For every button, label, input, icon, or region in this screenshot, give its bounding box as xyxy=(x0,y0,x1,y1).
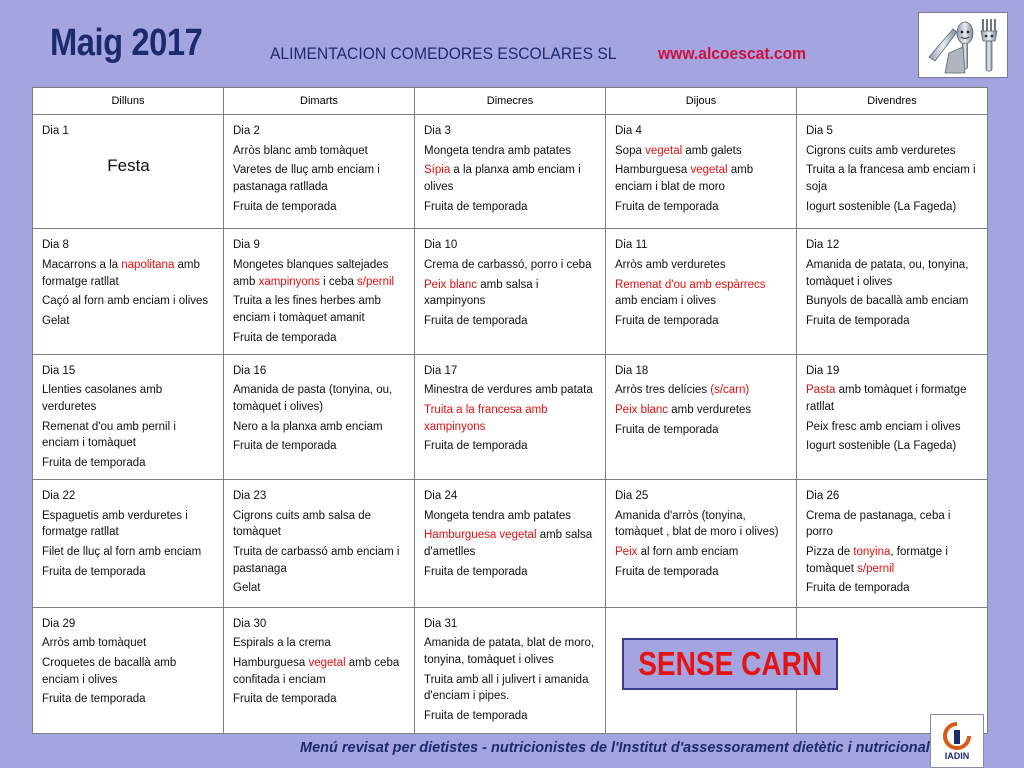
day-cell xyxy=(797,480,988,607)
dish-text: Fruita de temporada xyxy=(424,200,528,213)
dish-item xyxy=(806,143,979,160)
footer-note: Menú revisat per dietistes - nutricionistes de l'Institut d'assessorament dietètic i nutricional xyxy=(300,740,930,756)
dish-text: Fruita de temporada xyxy=(806,314,910,327)
day-number: Dia 10 xyxy=(424,239,458,252)
dish-item xyxy=(233,635,406,652)
day-number: Dia 15 xyxy=(42,364,76,377)
dish-text: Amanida d'arròs (tonyina, tomàquet , blat de moro i olives) xyxy=(615,509,779,539)
dish-text: Crema de carbassó, porro i ceba xyxy=(424,258,592,271)
dish-text: Fruita de temporada xyxy=(233,440,337,453)
dish-item xyxy=(424,508,597,525)
dish-text: Croquetes de bacallà amb enciam i olives xyxy=(42,656,177,686)
dish-text: Amanida de patata, blat de moro, tonyina, tomàquet i olives xyxy=(424,637,595,666)
dish-text: Filet de lluç al forn amb enciam xyxy=(42,546,202,559)
highlighted-ingredient: Peix blanc xyxy=(615,404,669,417)
dish-item xyxy=(424,143,597,160)
dish-text: , formatge i tomàquet xyxy=(806,546,948,575)
dish-item xyxy=(424,672,597,705)
dish-text: Sopa xyxy=(615,144,646,157)
dish-item xyxy=(424,402,597,435)
week-row xyxy=(33,480,988,607)
dish-text: Espirals a la crema xyxy=(233,637,331,650)
highlighted-ingredient: Sípia xyxy=(424,164,451,177)
dish-text: Mongeta tendra amb patates xyxy=(424,509,572,522)
dish-item xyxy=(615,564,788,581)
holiday-label: Festa xyxy=(107,155,150,175)
dish-item xyxy=(42,293,215,310)
day-cell xyxy=(415,354,606,479)
dish-item xyxy=(806,382,979,415)
dish-item xyxy=(233,143,406,160)
dish-item xyxy=(42,544,215,561)
dish-text: Truita amb all i julivert i amanida d'enciam i pipes. xyxy=(424,673,589,703)
dish-item xyxy=(233,438,406,455)
cutlery-characters-icon xyxy=(918,12,1008,78)
day-cell xyxy=(224,607,415,733)
day-cell xyxy=(33,229,224,354)
highlighted-ingredient: vegetal xyxy=(690,164,728,177)
day-cell xyxy=(606,354,797,479)
dish-text: Gelat xyxy=(42,314,70,327)
day-number: Dia 2 xyxy=(233,125,260,137)
highlighted-ingredient: Remenat d'ou amb espàrrecs xyxy=(615,278,766,291)
dish-text: Arròs tres delícies xyxy=(615,384,711,397)
day-cell xyxy=(606,115,797,229)
dish-item xyxy=(615,422,788,439)
highlighted-ingredient: tonyina xyxy=(853,546,891,559)
dish-item xyxy=(42,455,215,472)
dish-item xyxy=(615,508,788,541)
dish-item xyxy=(42,655,215,688)
day-number: Dia 1 xyxy=(42,125,69,137)
day-number: Dia 23 xyxy=(233,490,267,503)
highlighted-ingredient: napolitana xyxy=(121,258,175,271)
dish-text: Truita a les fines herbes amb enciam i tomàquet amanit xyxy=(233,295,381,324)
day-cell xyxy=(606,229,797,354)
dish-item xyxy=(806,162,979,195)
weekday-header: Dilluns xyxy=(33,88,224,115)
day-cell xyxy=(415,480,606,607)
dish-text: Llenties casolanes amb verduretes xyxy=(42,384,163,414)
dish-text: amb enciam i olives xyxy=(615,295,716,308)
dish-item xyxy=(806,313,979,330)
dish-item xyxy=(424,162,597,195)
weekday-header: Dijous xyxy=(606,88,797,115)
dish-text: Fruita de temporada xyxy=(42,565,146,578)
dish-text: Peix fresc amb enciam i olives xyxy=(806,420,961,433)
day-cell xyxy=(797,354,988,479)
day-cell xyxy=(415,229,606,354)
dish-item xyxy=(806,293,979,310)
dish-item xyxy=(615,162,788,195)
dish-item xyxy=(424,527,597,560)
iadin-logo-text: IADIN xyxy=(944,750,970,761)
highlighted-ingredient: xampinyons xyxy=(258,275,320,288)
dish-item xyxy=(233,162,406,195)
day-number: Dia 24 xyxy=(424,490,458,503)
day-number: Dia 31 xyxy=(424,617,458,630)
dish-text: Iogurt sostenible (La Fageda) xyxy=(806,440,957,453)
dish-text: Arròs blanc amb tomàquet xyxy=(233,144,368,157)
week-row xyxy=(33,607,988,733)
highlighted-ingredient: (s/carn) xyxy=(710,384,750,397)
week-row xyxy=(33,229,988,354)
dish-item xyxy=(233,508,406,541)
dish-item xyxy=(424,438,597,455)
dish-item xyxy=(233,257,406,290)
dish-text: amb enciam i blat de moro xyxy=(615,164,754,194)
dish-text: Fruita de temporada xyxy=(615,200,719,213)
dish-item xyxy=(424,199,597,216)
dish-item xyxy=(233,382,406,415)
dish-text: Pizza de xyxy=(806,546,854,559)
dish-text: Amanida de pasta (tonyina, ou, tomàquet i olives) xyxy=(233,384,393,414)
dish-item xyxy=(233,293,406,326)
dish-text: Fruita de temporada xyxy=(424,565,528,578)
weekday-header: Divendres xyxy=(797,88,988,115)
menu-table xyxy=(32,87,988,734)
iadin-logo xyxy=(930,714,984,768)
day-cell xyxy=(33,607,224,733)
day-cell xyxy=(224,354,415,479)
dish-item xyxy=(806,257,979,290)
day-number: Dia 26 xyxy=(806,490,840,503)
highlighted-ingredient: Truita a la francesa amb xampinyons xyxy=(424,404,548,433)
dish-item xyxy=(424,708,597,725)
dish-text: amb ceba confitada i enciam xyxy=(233,656,400,686)
day-cell xyxy=(606,480,797,607)
dish-item xyxy=(424,382,597,399)
dish-item xyxy=(806,199,979,216)
highlighted-ingredient: Pasta xyxy=(806,384,836,397)
dish-item xyxy=(615,199,788,216)
dish-item xyxy=(615,402,788,419)
day-number: Dia 16 xyxy=(233,364,267,377)
day-cell xyxy=(224,115,415,229)
dish-text: Fruita de temporada xyxy=(233,331,337,344)
dish-text: amb galets xyxy=(682,144,742,157)
dish-item xyxy=(233,544,406,577)
highlighted-ingredient: Peix xyxy=(615,546,638,559)
day-number: Dia 5 xyxy=(806,125,833,137)
day-number: Dia 11 xyxy=(615,239,648,252)
sense-carn-label: SENSE CARN xyxy=(638,645,822,682)
day-cell xyxy=(33,480,224,607)
day-cell xyxy=(33,115,224,229)
day-number: Dia 19 xyxy=(806,364,840,377)
day-cell xyxy=(33,354,224,479)
week-row xyxy=(33,354,988,479)
highlighted-ingredient: s/pernil xyxy=(857,562,895,575)
highlighted-ingredient: s/pernil xyxy=(357,275,395,288)
weekday-header: Dimarts xyxy=(224,88,415,115)
day-number: Dia 30 xyxy=(233,617,267,630)
dish-item xyxy=(42,382,215,415)
company-name: ALIMENTACION COMEDORES ESCOLARES SL xyxy=(270,44,617,63)
dish-item xyxy=(233,199,406,216)
dish-item xyxy=(806,419,979,436)
day-cell xyxy=(797,229,988,354)
day-number: Dia 4 xyxy=(615,125,642,137)
dish-text: Iogurt sostenible (La Fageda) xyxy=(806,200,957,213)
dish-text: Caçó al forn amb enciam i olives xyxy=(42,295,209,308)
dish-item xyxy=(615,143,788,160)
dish-item xyxy=(233,419,406,436)
weekday-header: Dimecres xyxy=(415,88,606,115)
dish-item xyxy=(42,257,215,290)
day-cell xyxy=(224,480,415,607)
dish-text: Fruita de temporada xyxy=(615,565,719,578)
day-number: Dia 9 xyxy=(233,239,260,252)
day-number: Dia 29 xyxy=(42,617,76,630)
dish-text: i ceba xyxy=(319,275,358,288)
dish-text: Hamburguesa xyxy=(233,656,309,669)
dish-text: Fruita de temporada xyxy=(233,693,337,706)
dish-item xyxy=(233,691,406,708)
dish-text: Fruita de temporada xyxy=(424,709,528,722)
day-cell xyxy=(415,115,606,229)
dish-text: Amanida de patata, ou, tonyina, tomàquet i olives xyxy=(806,258,969,288)
dish-text: Fruita de temporada xyxy=(806,582,910,595)
dish-text: Fruita de temporada xyxy=(42,457,146,470)
highlighted-ingredient: vegetal xyxy=(645,144,683,157)
dish-text: Arròs amb tomàquet xyxy=(42,637,147,650)
dish-text: Bunyols de bacallà amb enciam xyxy=(806,295,969,308)
iadin-emblem-icon xyxy=(942,722,972,750)
highlighted-ingredient: vegetal xyxy=(308,656,346,669)
dish-text: Remenat d'ou amb pernil i enciam i tomàquet xyxy=(42,420,176,450)
dish-text: Minestra de verdures amb patata xyxy=(424,384,593,397)
dish-item xyxy=(233,330,406,347)
dish-item xyxy=(233,580,406,597)
dish-item xyxy=(424,257,597,274)
dish-item xyxy=(424,277,597,310)
dish-item xyxy=(615,277,788,310)
dish-text: Macarrons a la xyxy=(42,258,122,271)
page-title: Maig 2017 xyxy=(50,22,203,64)
weekday-header-row xyxy=(33,88,988,115)
dish-text: Mongetes blanques saltejades amb xyxy=(233,258,389,288)
day-cell xyxy=(224,229,415,354)
sense-carn-badge xyxy=(622,638,838,690)
highlighted-ingredient: Peix blanc xyxy=(424,278,478,291)
dish-text: Cigrons cuits amb verduretes xyxy=(806,144,956,157)
dish-item xyxy=(42,419,215,452)
dish-text: amb salsa d'ametlles xyxy=(424,529,593,559)
dish-text: Fruita de temporada xyxy=(424,314,528,327)
dish-text: amb salsa i xampinyons xyxy=(424,278,539,308)
dish-text: Mongeta tendra amb patates xyxy=(424,144,572,157)
dish-text: Arròs amb verduretes xyxy=(615,258,726,271)
day-number: Dia 12 xyxy=(806,239,840,252)
dish-item xyxy=(806,544,979,577)
day-number: Dia 8 xyxy=(42,239,69,252)
day-cell xyxy=(415,607,606,733)
dish-text: Cigrons cuits amb salsa de tomàquet xyxy=(233,509,372,539)
dish-text: Gelat xyxy=(233,582,261,595)
dish-text: Crema de pastanaga, ceba i porro xyxy=(806,509,951,539)
company-url-link[interactable]: www.alcoescat.com xyxy=(658,44,807,63)
dish-text: amb tomàquet i formatge ratllat xyxy=(806,384,967,414)
dish-item xyxy=(42,635,215,652)
highlighted-ingredient: Hamburguesa vegetal xyxy=(424,529,537,542)
dish-item xyxy=(233,655,406,688)
dish-item xyxy=(424,635,597,668)
dish-item xyxy=(42,564,215,581)
dish-text: Fruita de temporada xyxy=(233,200,337,213)
day-number: Dia 17 xyxy=(424,364,458,377)
dish-item xyxy=(615,544,788,561)
dish-text: al forn amb enciam xyxy=(637,546,739,559)
dish-item xyxy=(806,580,979,597)
dish-text: amb verduretes xyxy=(668,404,752,417)
dish-text: amb formatge ratllat xyxy=(42,258,200,288)
dish-text: Varetes de lluç amb enciam i pastanaga ratllada xyxy=(233,164,380,194)
dish-text: Fruita de temporada xyxy=(424,440,528,453)
dish-text: Espaguetis amb verduretes i formatge ratllat xyxy=(42,509,188,539)
dish-item xyxy=(615,257,788,274)
day-number: Dia 18 xyxy=(615,364,649,377)
dish-text: Fruita de temporada xyxy=(42,693,146,706)
dish-item xyxy=(42,691,215,708)
dish-item xyxy=(615,313,788,330)
dish-item xyxy=(424,313,597,330)
dish-text: Truita a la francesa amb enciam i soja xyxy=(806,164,976,194)
dish-item xyxy=(42,508,215,541)
dish-item xyxy=(615,382,788,399)
dish-text: a la planxa amb enciam i olives xyxy=(424,164,581,194)
day-number: Dia 25 xyxy=(615,490,649,503)
day-cell xyxy=(797,115,988,229)
dish-text: Nero a la planxa amb enciam xyxy=(233,420,383,433)
dish-text: Fruita de temporada xyxy=(615,423,719,436)
dish-item xyxy=(806,438,979,455)
dish-item xyxy=(424,564,597,581)
day-number: Dia 22 xyxy=(42,490,76,503)
dish-item xyxy=(42,313,215,330)
day-number: Dia 3 xyxy=(424,125,451,137)
dish-text: Fruita de temporada xyxy=(615,314,719,327)
dish-text: Truita de carbassó amb enciam i pastanaga xyxy=(233,546,400,575)
dish-text: Hamburguesa xyxy=(615,164,691,177)
week-row xyxy=(33,115,988,229)
dish-item xyxy=(806,508,979,541)
